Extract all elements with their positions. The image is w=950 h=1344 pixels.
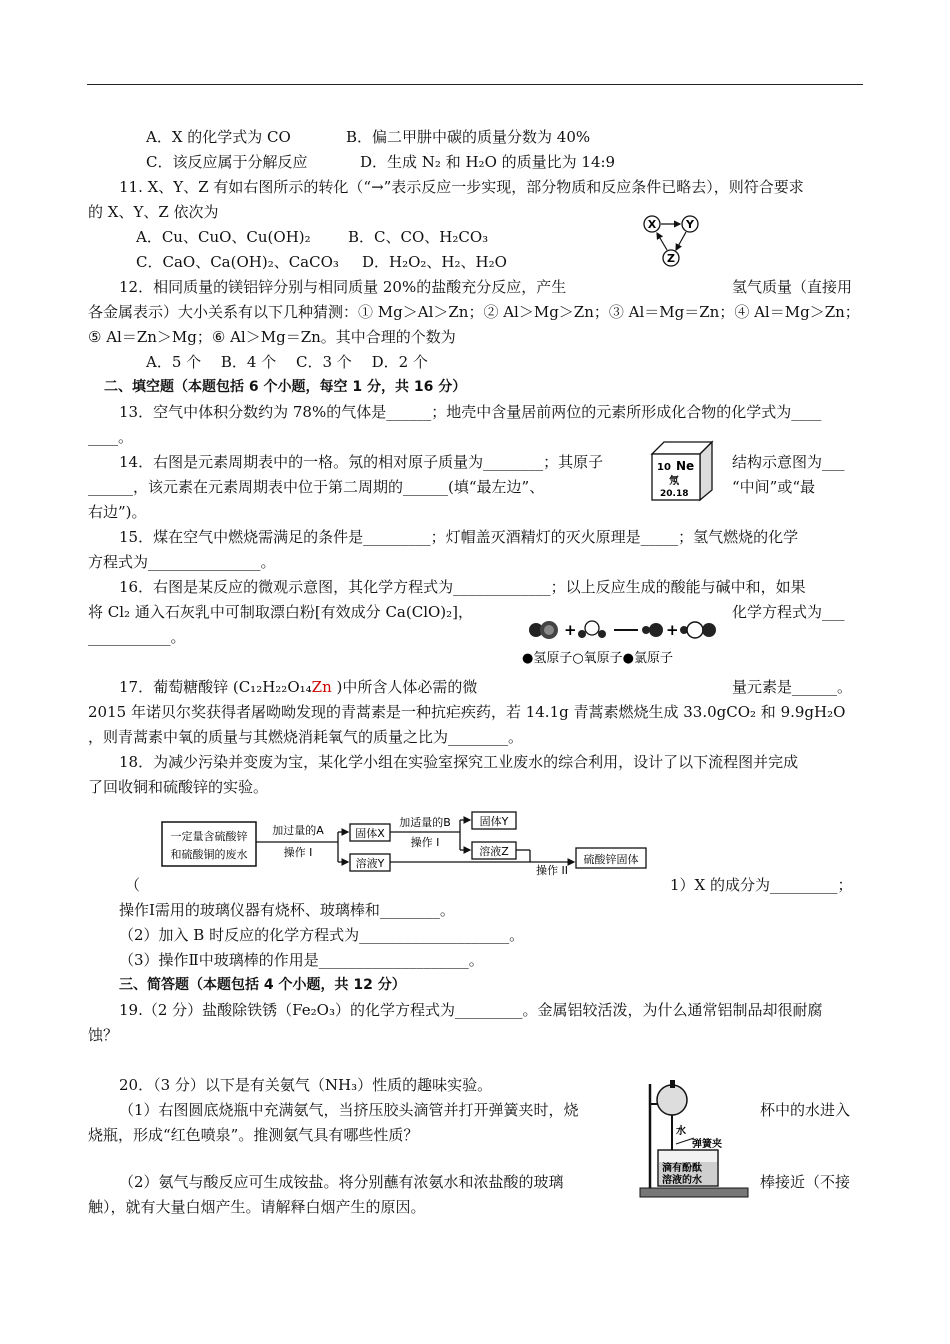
flow-product: 硫酸锌固体 — [583, 853, 639, 866]
flow-op1b: 操作 I — [410, 836, 440, 849]
q12-line1b: 氢气质量（直接用 — [732, 278, 853, 296]
flow-solution-z: 溶液Z — [479, 845, 509, 858]
q15-line1: 15．煤在空气中燃烧需满足的条件是_________；灯帽盖灭酒精灯的灭火原理是_____；氢气燃烧的化学 — [119, 528, 799, 546]
fig-label-z: Z — [667, 252, 675, 265]
q18-line1: 18．为减少污染并变废为宝，某化学小组在实验室探究工业废水的综合利用，设计了以下流程图并完成 — [119, 753, 799, 771]
q20-line2b: 杯中的水进入 — [760, 1101, 851, 1119]
q12-line3: ⑤ Al＝Zn＞Mg；⑥ Al＞Mg＝Zn。其中合理的个数为 — [88, 328, 456, 346]
q17-line2: 2015 年诺贝尔奖获得者屠呦呦发现的青蒿素是一种抗疟疾药，若 14.1g 青蒿素燃烧生成 33.0gCO₂ 和 9.9gH₂O — [88, 703, 846, 721]
flow-start-line2: 和硫酸铜的废水 — [170, 848, 248, 861]
q20-line2a: （1）右图圆底烧瓶中充满氨气，当挤压胶头滴管并打开弹簧夹时，烧 — [119, 1101, 579, 1119]
cell-atomic-number: 10 — [657, 462, 671, 473]
q11-transform-diagram — [640, 212, 706, 270]
q11-option-a: A．Cu、CuO、Cu(OH)₂ — [136, 228, 311, 246]
q16-legend: ●氢原子○氧原子●氯原子 — [522, 651, 674, 666]
flow-op2: 操作 II — [536, 864, 568, 877]
q14-line1a: 14．右图是元素周期表中的一格。氖的相对原子质量为________；其原子 — [119, 453, 604, 471]
fig-clip-label: 弹簧夹 — [692, 1139, 722, 1150]
q16-line3: ___________。 — [88, 628, 186, 646]
q13-line1: 13．空气中体积分数约为 78%的气体是______；地壳中含量居前两位的元素所形成化合物的化学式为____ — [119, 403, 822, 421]
q20-fountain-apparatus — [636, 1078, 754, 1200]
flow-solid-y: 固体Y — [479, 815, 509, 828]
neon-periodic-cell — [650, 440, 716, 502]
flow-op1: 操作 I — [283, 846, 313, 859]
q18-line4: 操作Ⅰ需用的玻璃仪器有烧杯、玻璃棒和________。 — [119, 901, 455, 919]
q18-line5: （2）加入 B 时反应的化学方程式为____________________。 — [119, 926, 525, 944]
q10-option-c: C．该反应属于分解反应 — [146, 153, 308, 171]
q11-option-d: D．H₂O₂、H₂、H₂O — [362, 253, 507, 271]
svg-text:+: + — [666, 621, 679, 639]
section2-heading: 二、填空题（本题包括 6 个小题，每空 1 分，共 16 分） — [104, 379, 467, 395]
q16-line1: 16．右图是某反应的微观示意图，其化学方程式为_____________；以上反应生成的酸能与碱中和，如果 — [119, 578, 806, 596]
q20-line4b: 棒接近（不接 — [760, 1173, 851, 1191]
zn-symbol: Zn — [311, 678, 332, 696]
q16-line2b: 化学方程式为___ — [732, 603, 845, 621]
q17-line3: ，则青蒿素中氧的质量与其燃烧消耗氧气的质量之比为________。 — [88, 728, 524, 746]
q18-line2: 了回收铜和硫酸锌的实验。 — [88, 778, 269, 796]
q10-option-a: A．X 的化学式为 CO — [146, 128, 291, 146]
flow-start-line1: 一定量含硫酸锌 — [170, 830, 248, 843]
fig-solution-label1: 滴有酚酞 — [662, 1163, 702, 1174]
q14-line3: 右边”)。 — [88, 503, 147, 521]
svg-text:+: + — [564, 621, 577, 639]
q20-line3: 烧瓶，形成“红色喷泉”。推测氨气具有哪些性质？ — [88, 1126, 419, 1144]
q10-option-d: D．生成 N₂ 和 H₂O 的质量比为 14:9 — [360, 153, 616, 171]
q11-option-b: B．C、CO、H₂CO₃ — [348, 228, 489, 246]
q10-option-b: B．偏二甲肼中碳的质量分数为 40% — [346, 128, 591, 146]
q12-options: A．5 个 B．4 个 C．3 个 D．2 个 — [146, 353, 428, 371]
q14-line1b: 结构示意图为___ — [732, 453, 845, 471]
fig-label-y: Y — [686, 218, 694, 231]
q20-line1: 20．（3 分）以下是有关氨气（NH₃）性质的趣味实验。 — [119, 1076, 493, 1094]
q18-line3a: （ — [125, 876, 141, 894]
cell-mass: 20.18 — [660, 489, 689, 499]
fig-label-x: X — [647, 218, 657, 231]
q18-flow-chart — [160, 808, 650, 880]
flow-add-b: 加适量的B — [399, 816, 451, 829]
q11-stem-line2: 的 X、Y、Z 依次为 — [88, 203, 219, 221]
top-rule — [87, 84, 863, 85]
q20-line4a: （2）氨气与酸反应可生成铵盐。将分别蘸有浓氨水和浓盐酸的玻璃 — [119, 1173, 564, 1191]
q14-line2a: ______，该元素在元素周期表中位于第二周期的______(填“最左边”、 — [88, 478, 545, 496]
q19-line1: 19.（2 分）盐酸除铁锈（Fe₂O₃）的化学方程式为_________。金属铝较活泼，为什么通常铝制品却很耐腐 — [119, 1001, 823, 1019]
flow-solution-y: 溶液Y — [355, 857, 385, 870]
q20-line5: 触），就有大量白烟产生。请解释白烟产生的原因。 — [88, 1198, 426, 1216]
q16-micro-reaction-diagram — [520, 618, 720, 670]
flow-add-a: 加过量的A — [272, 824, 324, 837]
cell-symbol: Ne — [676, 459, 695, 473]
section3-heading: 三、简答题（本题包括 4 个小题，共 12 分） — [119, 977, 406, 993]
cell-name: 氖 — [669, 476, 679, 487]
q12-line1a: 12．相同质量的镁铝锌分别与相同质量 20%的盐酸充分反应，产生 — [119, 278, 567, 296]
q17-line1b: 量元素是______。 — [732, 678, 853, 696]
flow-solid-x: 固体X — [355, 827, 385, 840]
q18-line6: （3）操作Ⅱ中玻璃棒的作用是____________________。 — [119, 951, 484, 969]
q12-line2: 各金属表示）大小关系有以下几种猜测：① Mg＞Al＞Zn；② Al＞Mg＞Zn；③ Al＝Mg＝Zn；④ Al＝Mg＞Zn； — [88, 303, 860, 321]
q18-line3b: 1）X 的成分为_________； — [670, 876, 853, 894]
fig-water-label: 水 — [676, 1126, 686, 1137]
q15-line2: 方程式为_______________。 — [88, 553, 276, 571]
q19-line2: 蚀？ — [88, 1026, 119, 1044]
q14-line2b: “中间”或“最 — [732, 478, 816, 496]
q11-stem-line1: 11. X、Y、Z 有如右图所示的转化（“→”表示反应一步实现，部分物质和反应条件已略去），则符合要求 — [119, 178, 804, 196]
q11-option-c: C．CaO、Ca(OH)₂、CaCO₃ — [136, 253, 339, 271]
q16-line2a: 将 Cl₂ 通入石灰乳中可制取漂白粉[有效成分 Ca(ClO)₂]， — [88, 603, 474, 621]
fig-solution-label2: 溶液的水 — [662, 1175, 702, 1186]
q17-line1a: 17．葡萄糖酸锌 (C₁₂H₂₂O₁₄Zn )中所含人体必需的微 — [119, 678, 478, 696]
q13-line2: ____。 — [88, 428, 134, 446]
